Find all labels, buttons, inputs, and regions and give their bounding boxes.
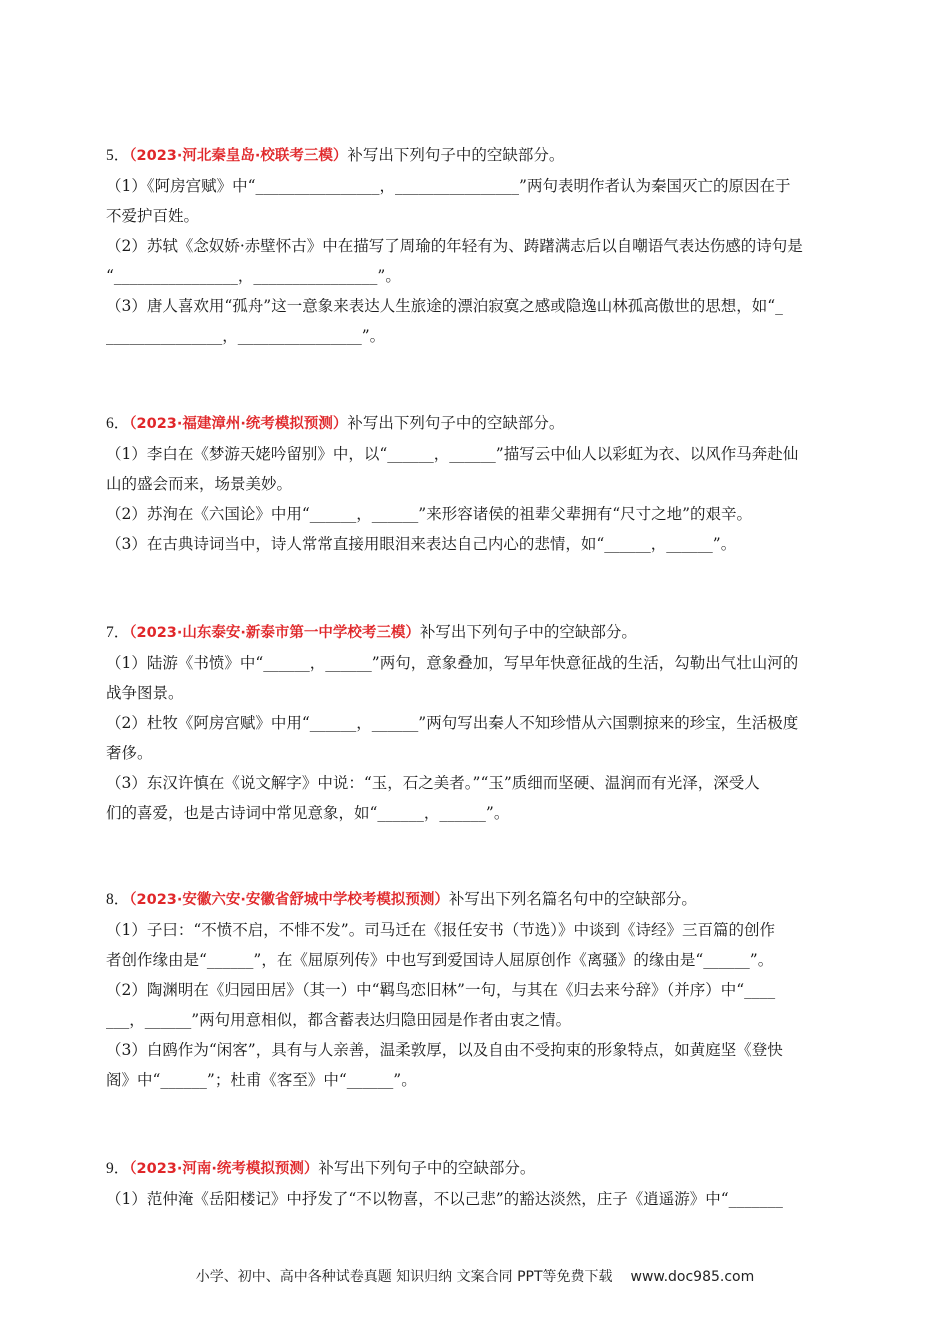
question-line: （3）白鸥作为“闲客”，具有与人亲善，温柔敦厚，以及自由不受拘束的形象特点，如黄庭坚《登快 — [106, 1041, 783, 1059]
question-number: 5． — [106, 147, 130, 164]
question-9 — [106, 1153, 858, 1214]
question-line: （2）陶渊明在《归园田居》（其一）中“羁鸟恋旧林”一句，与其在《归去来兮辞》（并序）中“____ — [106, 981, 776, 999]
question-line: （1）陆游《书愤》中“______，______”两句，意象叠加，写早年快意征战的生活，勾勒出气壮山河的 — [106, 654, 799, 672]
question-line: 山的盛会而来，场景美妙。 — [106, 475, 293, 493]
question-header — [106, 1153, 858, 1184]
question-header — [106, 884, 858, 915]
question-source: （2023·河南·统考模拟预测） — [129, 1161, 319, 1177]
question-instruction: 补写出下列句子中的空缺部分。 — [347, 414, 565, 432]
question-line: （1）范仲淹《岳阳楼记》中抒发了“不以物喜，不以己悲”的豁达淡然，庄子《逍遥游》中“_______ — [106, 1190, 783, 1208]
question-line: （3）东汉许慎在《说文解字》中说：“玉，石之美者。”“玉”质细而坚硬、温润而有光泽，深受人 — [106, 774, 760, 792]
question-line: （1）李白在《梦游天姥吟留别》中，以“______，______”描写云中仙人以彩虹为衣、以风作马奔赴仙 — [106, 445, 799, 463]
question-6 — [106, 408, 858, 559]
question-header — [106, 408, 858, 439]
question-source: （2023·安徽六安·安徽省舒城中学校考模拟预测） — [129, 892, 449, 908]
question-instruction: 补写出下列句子中的空缺部分。 — [347, 146, 565, 164]
question-7 — [106, 617, 858, 828]
question-line: 们的喜爱，也是古诗词中常见意象，如“______，______”。 — [106, 804, 510, 822]
question-line: （2）苏洵在《六国论》中用“______，______”来形容诸侯的祖辈父辈拥有“尺寸之地”的艰辛。 — [106, 505, 753, 523]
question-number: 8． — [106, 891, 130, 908]
question-line: （3）在古典诗词当中，诗人常常直接用眼泪来表达自己内心的悲情，如“______，______”。 — [106, 535, 737, 553]
question-line: 奢侈。 — [106, 744, 153, 762]
question-line: “________________，________________”。 — [106, 267, 401, 285]
question-number: 7． — [106, 624, 130, 641]
question-number: 6． — [106, 415, 130, 432]
question-instruction: 补写出下列名篇名句中的空缺部分。 — [448, 890, 697, 908]
question-source: （2023·福建漳州·统考模拟预测） — [129, 416, 348, 432]
question-source: （2023·山东泰安·新泰市第一中学校考三模） — [129, 625, 420, 641]
question-line: 者创作缘由是“______”，在《屈原列传》中也写到爱国诗人屈原创作《离骚》的缘由是“______”。 — [106, 951, 774, 969]
question-line: 阁》中“______”；杜甫《客至》中“______”。 — [106, 1071, 417, 1089]
question-number: 9． — [106, 1160, 130, 1177]
question-instruction: 补写出下列句子中的空缺部分。 — [419, 623, 637, 641]
question-line: 战争图景。 — [106, 684, 184, 702]
footer-text: 小学、初中、高中各种试卷真题 知识归纳 文案合同 PPT等免费下载 — [195, 1269, 613, 1285]
question-source: （2023·河北秦皇岛·校联考三模） — [129, 148, 348, 164]
question-8 — [106, 884, 858, 1095]
question-line: （2）苏轼《念奴娇·赤壁怀古》中在描写了周瑜的年轻有为、踌躇满志后以自嘲语气表达伤感的诗句是 — [106, 237, 803, 255]
question-instruction: 补写出下列句子中的空缺部分。 — [318, 1159, 536, 1177]
question-line: （2）杜牧《阿房宫赋》中用“______，______”两句写出秦人不知珍惜从六国剽掠来的珍宝，生活极度 — [106, 714, 799, 732]
question-line: （1）《阿房宫赋》中“________________，________________”两句表明作者认为秦国灭亡的原因在于 — [106, 177, 791, 195]
question-line: 不爱护百姓。 — [106, 207, 200, 225]
question-line: （3）唐人喜欢用“孤舟”这一意象来表达人生旅途的漂泊寂寞之感或隐逸山林孤高傲世的思想，如“_ — [106, 297, 783, 315]
question-5 — [106, 140, 858, 351]
question-line: （1）子曰：“不愤不启，不悱不发”。司马迁在《报任安书（节选）》中谈到《诗经》三百篇的创作 — [106, 921, 775, 939]
footer-link[interactable]: www.doc985.com — [630, 1269, 755, 1285]
question-header — [106, 140, 858, 171]
page-footer — [0, 1266, 950, 1286]
question-header — [106, 617, 858, 648]
question-line: _______________，________________”。 — [106, 327, 386, 345]
question-line: ___，______”两句用意相似，都含蓄表达归隐田园是作者由衷之情。 — [106, 1011, 572, 1029]
